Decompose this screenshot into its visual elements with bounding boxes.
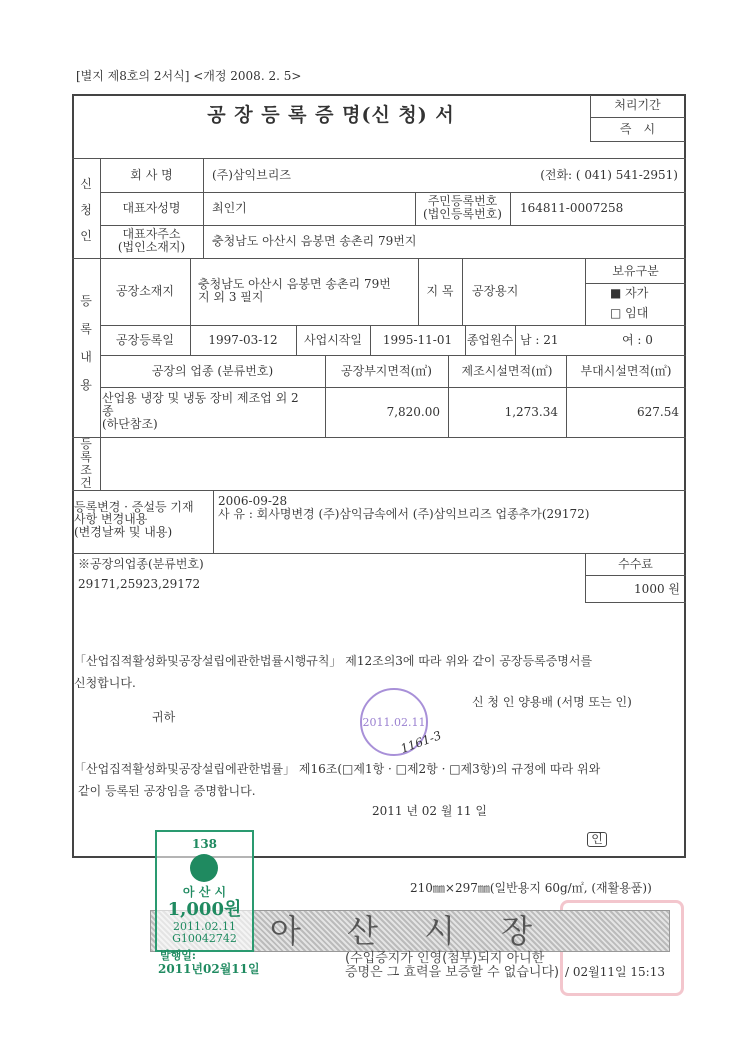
industry: 산업용 냉장 및 냉동 장비 제조업 외 2 <box>102 391 299 405</box>
side-label: 내 <box>80 350 92 364</box>
reg-no-label: 주민등록번호 <box>427 194 498 208</box>
industry-codes: 29171,25923,29172 <box>78 577 201 591</box>
changes-label: (변경날짜 및 내용) <box>74 525 173 539</box>
ownership-label: 보유구분 <box>612 264 659 278</box>
stamp-amount: 1,000원 <box>167 899 242 920</box>
stamp-number: 138 <box>191 837 218 851</box>
notice: (수입증지가 인영(첨부)되지 아니한 <box>345 951 545 966</box>
changes-label: 사항 변경내용 <box>74 512 148 526</box>
side-label: 용 <box>80 378 92 392</box>
stamp-serial: G10042742 <box>172 932 237 945</box>
seal-mark: 인 <box>587 832 607 847</box>
side-label: 등 <box>80 437 92 451</box>
land-category: 공장용지 <box>472 284 519 298</box>
addr-label: 대표자주소 <box>122 227 181 241</box>
stamp-date: 2011.02.11 <box>173 920 236 933</box>
industry-codes-label: ※공장의업종(분류번호) <box>78 557 204 571</box>
start-date-label: 사업시작일 <box>304 333 362 347</box>
reg-no-label: (법인등록번호) <box>423 207 502 221</box>
change-date: 2006-09-28 <box>218 494 288 508</box>
certification-text: 「산업집적활성화및공장설립에관한법률」 제16조(□제1항 · □제2항 · □제3항)의 규정에 따라 위와 <box>74 762 601 776</box>
factory-location: 충청남도 아산시 음봉면 송촌리 79번 <box>198 277 391 291</box>
rep-label: 대표자성명 <box>122 201 181 215</box>
male-employees: 남 : 21 <box>520 333 559 347</box>
side-label: 조 <box>80 463 92 477</box>
certification-date: 2011 년 02 월 11 일 <box>372 804 487 818</box>
side-label: 청 <box>80 203 92 217</box>
start-date: 1995-11-01 <box>382 333 453 347</box>
land-category-label: 지 목 <box>426 284 454 298</box>
handwritten-number: 1161-3 <box>398 728 444 756</box>
phone: (전화: ( 041) 541-2951) <box>540 168 678 182</box>
application-text: 신청합니다. <box>74 676 136 690</box>
applicant-signature: 신 청 인 양용배 (서명 또는 인) <box>472 695 632 709</box>
changes-label: 등록변경 · 증설등 기재 <box>74 500 194 514</box>
processing-label: 처리기간 <box>614 98 661 112</box>
date-stamp-text: 2011.02.11 <box>362 716 426 729</box>
reg-no: 164811-0007258 <box>520 201 624 215</box>
company-name: (주)삼익브리즈 <box>212 168 291 182</box>
site-area: 7,820.00 <box>386 405 440 419</box>
female-employees: 여 : 0 <box>622 333 653 347</box>
paper-spec: 210㎜×297㎜(일반용지 60g/㎡, (재활용품)) <box>410 881 652 895</box>
employees-label: 종업원수 <box>466 333 514 347</box>
rep-name: 최인기 <box>212 201 247 215</box>
industry: (하단참조) <box>102 417 158 431</box>
city-emblem-icon <box>190 854 218 882</box>
stamp-issued-date: 2011년02월11일 <box>158 962 260 976</box>
page-title: 공 장 등 록 증 명(신 청) 서 <box>207 104 455 126</box>
revenue-stamp <box>155 830 254 952</box>
reg-date: 1997-03-12 <box>208 333 278 347</box>
stamp-issued-label: 발행일: <box>160 949 196 962</box>
ownership-lease-checkbox: □ 임대 <box>610 306 649 320</box>
fee-label: 수수료 <box>618 557 653 571</box>
ownership-own-checkbox: ■ 자가 <box>610 286 649 300</box>
col-mfg-area: 제조시설면적(㎡) <box>461 364 553 378</box>
aux-area: 627.54 <box>637 405 679 419</box>
side-label: 건 <box>80 476 92 490</box>
reg-date-label: 공장등록일 <box>116 333 174 347</box>
col-industry: 공장의 업종 (분류번호) <box>151 364 274 378</box>
fee-value: 1000 원 <box>634 582 680 596</box>
issuer-name: 아 산 시 장 <box>269 912 551 950</box>
company-label: 회 사 명 <box>130 168 173 182</box>
side-label: 록 <box>80 322 92 336</box>
side-label: 등 <box>80 294 92 308</box>
side-label: 신 <box>80 177 92 191</box>
certification-text: 같이 등록된 공장임을 증명합니다. <box>78 784 256 798</box>
mfg-area: 1,273.34 <box>504 405 558 419</box>
rep-address: 충청남도 아산시 음봉면 송촌리 79번지 <box>212 234 417 248</box>
location-label: 공장소재지 <box>116 284 174 298</box>
stamp-city: 아 산 시 <box>182 885 227 899</box>
notice: 증명은 그 효력을 보증할 수 없습니다) <box>345 965 560 980</box>
col-aux-area: 부대시설면적(㎡) <box>580 364 672 378</box>
form-reference: [별지 제8호의 2서식] <개정 2008. 2. 5> <box>76 69 302 83</box>
side-label: 인 <box>80 229 92 243</box>
addressee: 귀하 <box>152 710 176 724</box>
addr-label: (법인소재지) <box>117 240 186 254</box>
change-reason: 사 유 : 회사명변경 (주)삼익금속에서 (주)삼익브리즈 업종추가(29172) <box>218 507 590 521</box>
issue-time: / 02월11일 15:13 <box>565 965 665 979</box>
col-site-area: 공장부지면적(㎡) <box>341 364 432 378</box>
processing-value: 즉 시 <box>619 122 656 136</box>
factory-location: 지 외 3 필지 <box>198 290 264 304</box>
side-label: 록 <box>80 450 92 464</box>
application-text: 「산업집적활성화및공장설립에관한법률시행규칙」 제12조의3에 따라 위와 같이 공장등록증명서를 <box>74 654 593 668</box>
industry: 종 <box>102 404 114 418</box>
